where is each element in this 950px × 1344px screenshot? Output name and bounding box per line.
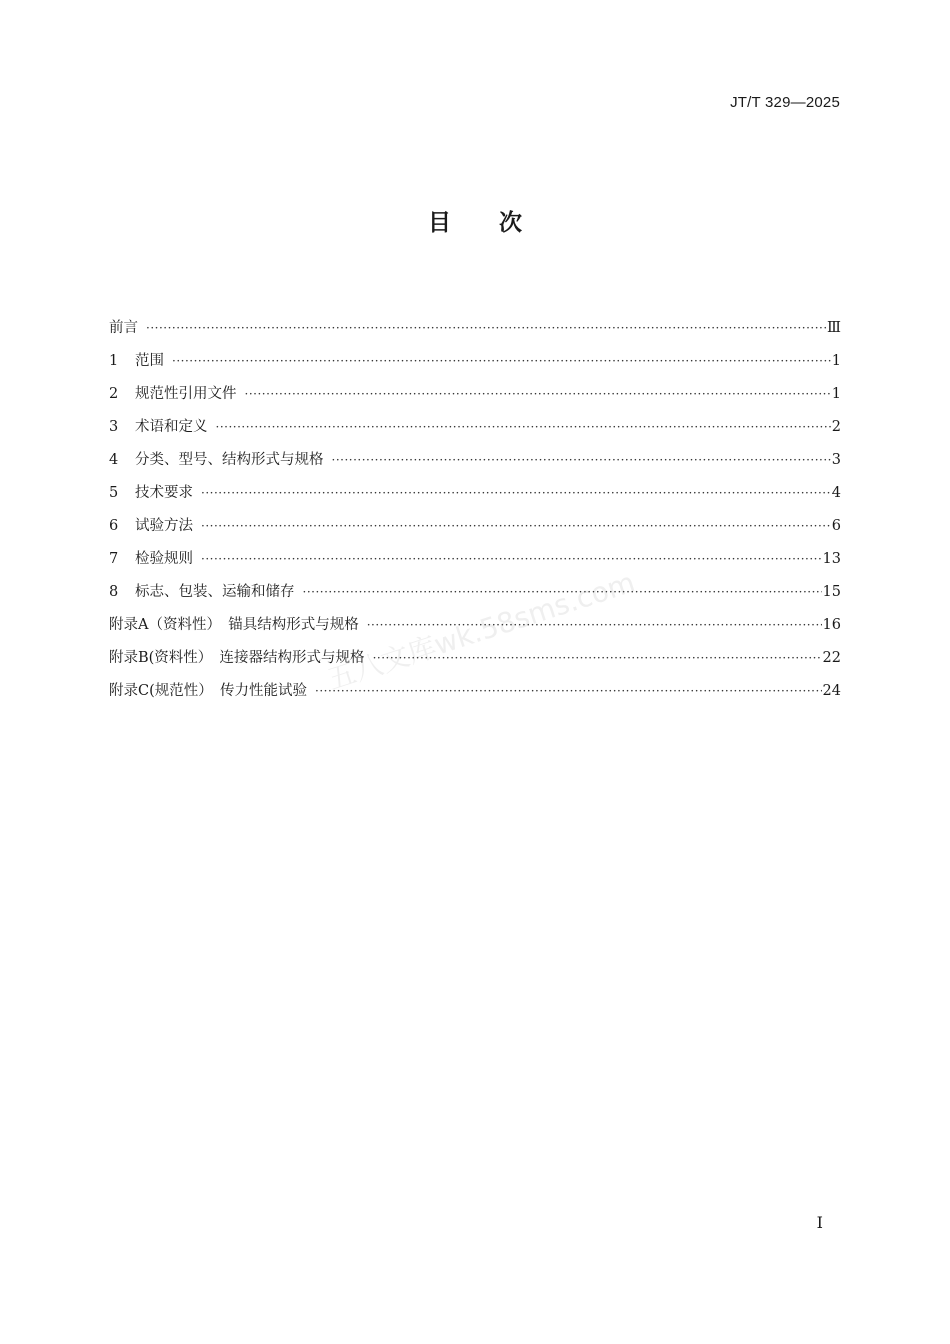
toc-entry-page: 16 xyxy=(822,617,841,633)
toc-entry[interactable] xyxy=(109,580,841,613)
toc-entry-label: 附录B(资料性） 连接器结构形式与规格 xyxy=(109,650,365,666)
toc-entry[interactable] xyxy=(109,316,841,349)
watermark-text: 五八文库wk.58sms.com xyxy=(323,565,639,697)
toc-entry-label: 检验规则 xyxy=(135,551,193,567)
toc-entry-page: 3 xyxy=(831,452,841,468)
toc-entry-number: 2 xyxy=(109,386,119,402)
toc-entry-page: 1 xyxy=(831,353,841,369)
toc-leader-dots xyxy=(201,486,831,500)
toc-entry-number: 8 xyxy=(109,584,119,600)
toc-entry-label: 附录C(规范性） 传力性能试验 xyxy=(109,683,308,699)
toc-entry-label: 术语和定义 xyxy=(135,419,208,435)
toc-entry-number: 7 xyxy=(109,551,119,567)
toc-entry[interactable] xyxy=(109,382,841,415)
document-code: JT/T 329—2025 xyxy=(730,94,840,111)
page-title: 目次 xyxy=(428,210,570,236)
toc-entry-label: 规范性引用文件 xyxy=(135,386,237,402)
page-number: I xyxy=(816,1213,823,1232)
toc-leader-dots xyxy=(245,387,831,401)
toc-entry-page: 1 xyxy=(831,386,841,402)
toc-leader-dots xyxy=(373,651,822,665)
toc-leader-dots xyxy=(216,420,831,434)
toc-entry-label: 范围 xyxy=(135,353,164,369)
toc-entry[interactable] xyxy=(109,415,841,448)
toc-entry-number: 5 xyxy=(109,485,119,501)
toc-entry-label: 附录A（资料性） 锚具结构形式与规格 xyxy=(109,617,359,633)
toc-leader-dots xyxy=(367,618,822,632)
toc-entry-label: 标志、包装、运输和储存 xyxy=(135,584,295,600)
toc-leader-dots xyxy=(172,354,831,368)
toc-entry-number: 3 xyxy=(109,419,119,435)
toc-entry[interactable] xyxy=(109,679,841,712)
toc-entry-page: 15 xyxy=(822,584,841,600)
toc-entry-label: 技术要求 xyxy=(135,485,193,501)
toc-entry-number: 6 xyxy=(109,518,119,534)
toc-entry-page: 24 xyxy=(822,683,841,699)
toc-entry-number: 4 xyxy=(109,452,119,468)
toc-leader-dots xyxy=(201,552,822,566)
toc-entry[interactable] xyxy=(109,613,841,646)
toc-entry[interactable] xyxy=(109,547,841,580)
toc-entry-number: 1 xyxy=(109,353,119,369)
toc-entry[interactable] xyxy=(109,481,841,514)
toc-leader-dots xyxy=(303,585,822,599)
toc-entry-page: 13 xyxy=(822,551,841,567)
toc-entry-label: 前言 xyxy=(109,320,138,336)
toc-leader-dots xyxy=(315,684,822,698)
toc-entry[interactable] xyxy=(109,646,841,679)
toc-entry-page: 4 xyxy=(831,485,841,501)
toc-entry-page: 22 xyxy=(822,650,841,666)
toc-entry-page: Ⅲ xyxy=(827,320,841,336)
toc-entry[interactable] xyxy=(109,514,841,547)
toc-leader-dots xyxy=(332,453,831,467)
table-of-contents xyxy=(109,316,841,712)
toc-leader-dots xyxy=(146,321,826,335)
toc-leader-dots xyxy=(201,519,831,533)
toc-entry-page: 2 xyxy=(831,419,841,435)
toc-entry-page: 6 xyxy=(831,518,841,534)
toc-entry[interactable] xyxy=(109,349,841,382)
toc-entry-label: 试验方法 xyxy=(135,518,193,534)
toc-entry-label: 分类、型号、结构形式与规格 xyxy=(135,452,324,468)
toc-entry[interactable] xyxy=(109,448,841,481)
